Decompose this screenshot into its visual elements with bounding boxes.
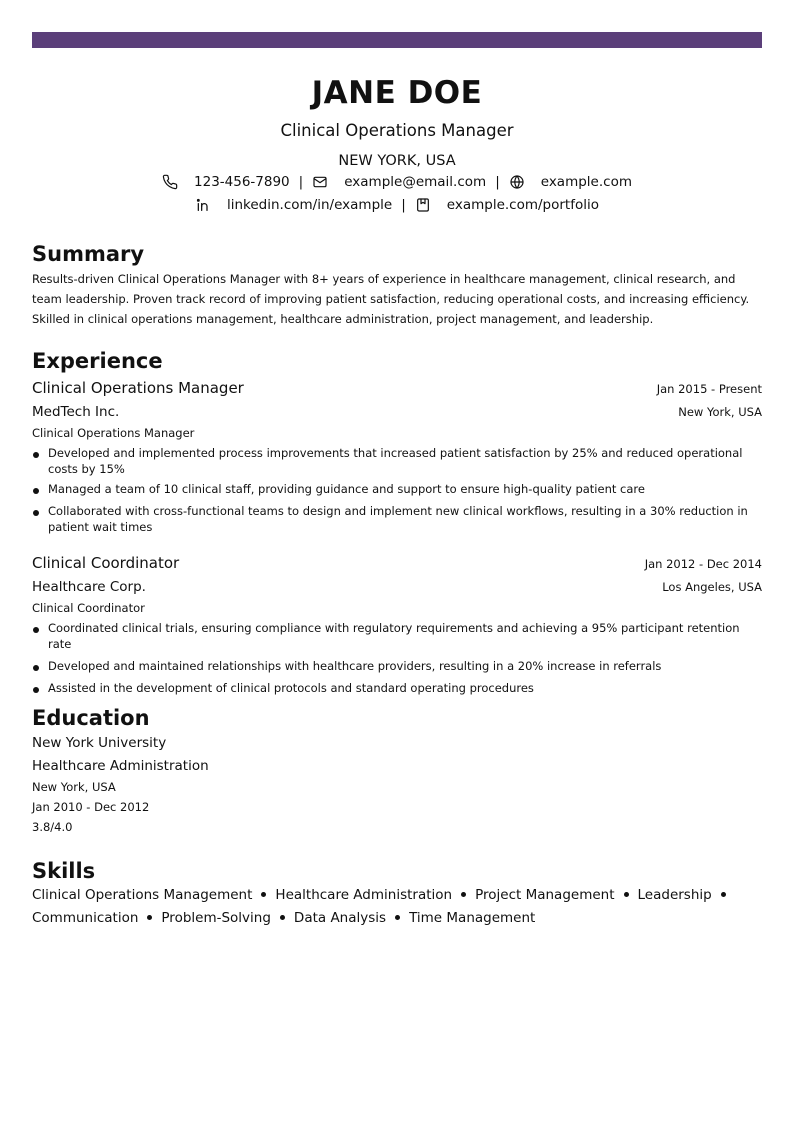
candidate-title: Clinical Operations Manager — [280, 121, 514, 140]
phone-text: 123-456-7890 — [194, 174, 290, 190]
job-title: Clinical Coordinator — [32, 554, 180, 572]
education-dates: Jan 2010 - Dec 2012 — [32, 800, 150, 814]
email-text: example@email.com — [344, 174, 487, 190]
skills-list — [32, 884, 762, 930]
skill-item: Data Analysis — [293, 910, 387, 926]
job-header — [32, 378, 762, 398]
list-item: Assisted in the development of clinical protocols and standard operating procedures — [32, 680, 762, 696]
linkedin-text: linkedin.com/in/example — [226, 197, 393, 213]
job-dates: Jan 2015 - Present — [656, 382, 762, 396]
skill-item: Healthcare Administration — [275, 887, 453, 903]
skill-separator — [261, 892, 266, 897]
website-contact[interactable] — [509, 173, 632, 191]
job-subheader — [32, 403, 762, 421]
portfolio-text: example.com/portfolio — [446, 197, 599, 213]
contact-row-primary — [0, 173, 794, 191]
skill-separator — [624, 892, 629, 897]
job-subheader — [32, 578, 762, 596]
job-role: Clinical Operations Manager — [32, 426, 195, 440]
linkedin-icon — [195, 197, 211, 213]
contact-separator: | — [495, 174, 500, 190]
skill-item: Communication — [32, 910, 139, 926]
job-location: New York, USA — [678, 405, 762, 419]
job-entry — [32, 378, 762, 535]
portfolio-icon — [415, 197, 431, 213]
job-header — [32, 553, 762, 573]
linkedin-contact[interactable] — [195, 196, 392, 214]
job-bullets — [32, 445, 762, 535]
skill-item: Time Management — [409, 910, 536, 926]
job-bullets — [32, 620, 762, 696]
candidate-location: NEW YORK, USA — [338, 153, 456, 169]
list-item: Collaborated with cross-functional teams to design and implement new clinical workflows, resulting in a 30% reduction in patient wait times — [32, 503, 762, 535]
job-company: MedTech Inc. — [32, 404, 120, 420]
job-title: Clinical Operations Manager — [32, 379, 244, 397]
education-location: New York, USA — [32, 780, 116, 794]
candidate-name: JANE DOE — [311, 75, 483, 111]
phone-contact[interactable] — [162, 173, 290, 191]
skill-separator — [395, 915, 400, 920]
education-entry — [32, 733, 762, 835]
skill-item: Project Management — [475, 887, 615, 903]
accent-bar — [32, 32, 762, 48]
skill-separator — [461, 892, 466, 897]
summary-text: Results-driven Clinical Operations Manager with 8+ years of experience in healthcare management, clinical research, and team leadership. Proven track record of improving patient satisfaction, reducing operational costs, and increasing efficiency. Skilled in clinical operations management, healthcare administration, project management, and leadership. — [32, 272, 750, 326]
skill-separator — [280, 915, 285, 920]
skill-item: Leadership — [637, 887, 712, 903]
job-entry — [32, 553, 762, 696]
education-field: Healthcare Administration — [32, 758, 209, 774]
globe-icon — [509, 174, 525, 190]
list-item: Managed a team of 10 clinical staff, providing guidance and support to ensure high-quality patient care — [32, 481, 762, 497]
job-company: Healthcare Corp. — [32, 579, 146, 595]
list-item: Coordinated clinical trials, ensuring compliance with regulatory requirements and achieving a 95% participant retention rate — [32, 620, 762, 652]
job-role: Clinical Coordinator — [32, 601, 145, 615]
contact-row-secondary — [0, 196, 794, 214]
contact-separator: | — [298, 174, 304, 190]
summary-heading: Summary — [32, 242, 145, 266]
portfolio-contact[interactable] — [415, 196, 599, 214]
mail-icon — [312, 174, 328, 190]
skill-item: Clinical Operations Management — [32, 887, 253, 903]
contact-separator: | — [401, 197, 406, 213]
phone-icon — [162, 174, 178, 190]
education-gpa: 3.8/4.0 — [32, 820, 73, 834]
skill-item: Problem-Solving — [161, 910, 271, 926]
skill-separator — [721, 892, 726, 897]
skill-separator — [147, 915, 152, 920]
list-item: Developed and maintained relationships with healthcare providers, resulting in a 20% increase in referrals — [32, 658, 762, 674]
job-dates: Jan 2012 - Dec 2014 — [644, 557, 762, 571]
experience-heading: Experience — [32, 349, 163, 373]
website-text: example.com — [540, 174, 632, 190]
education-heading: Education — [32, 706, 150, 730]
education-school: New York University — [32, 735, 167, 751]
skills-heading: Skills — [32, 859, 96, 883]
email-contact[interactable] — [312, 173, 486, 191]
list-item: Developed and implemented process improvements that increased patient satisfaction by 25% and reduced operational costs by 15% — [32, 445, 762, 477]
job-location: Los Angeles, USA — [662, 580, 762, 594]
